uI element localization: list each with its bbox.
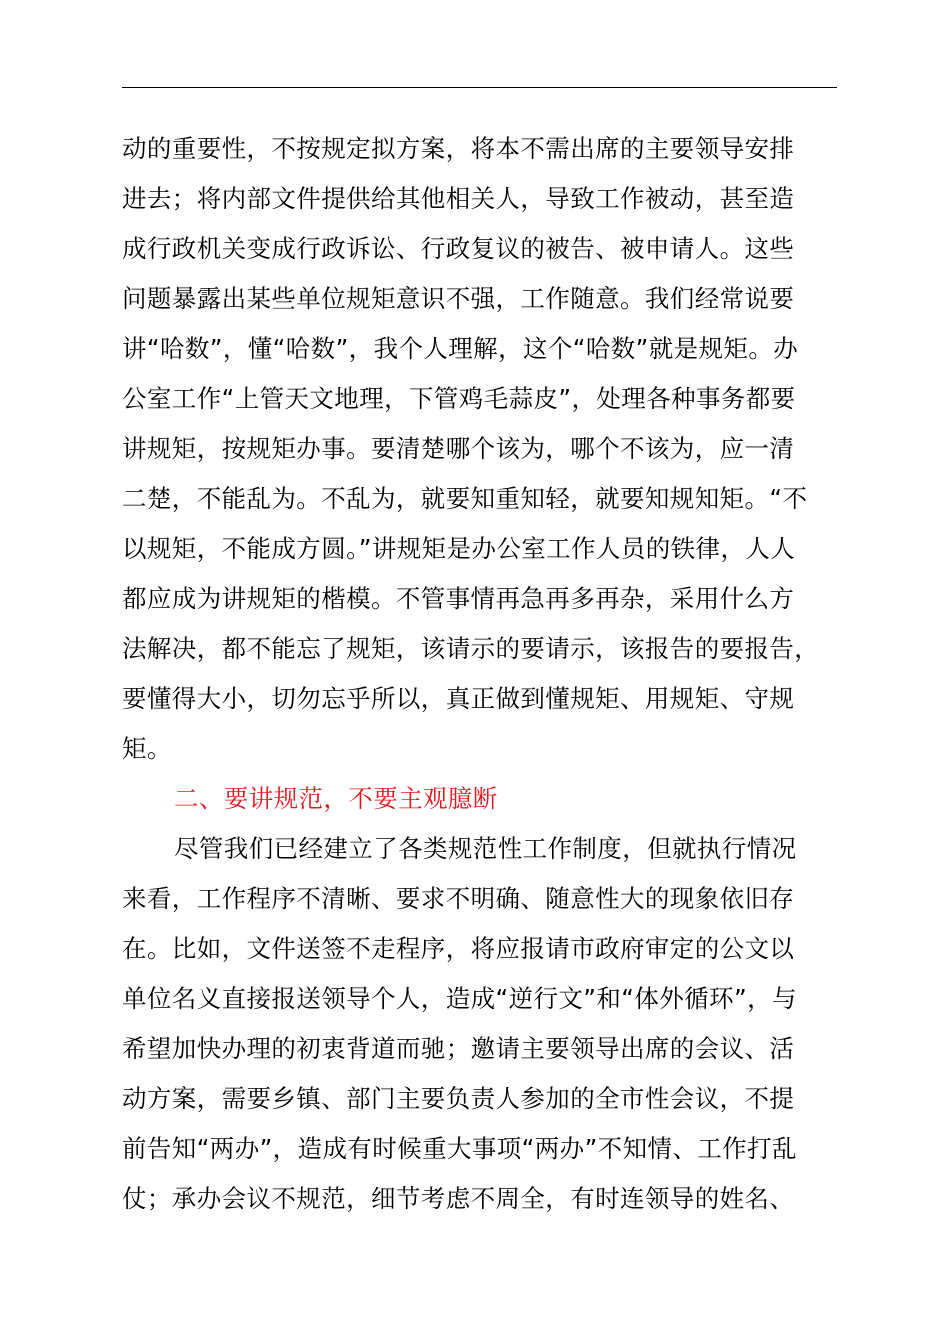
paragraph-line: 仗；承办会议不规范，细节考虑不周全，有时连领导的姓名、 (122, 1184, 795, 1213)
paragraph-2 (122, 824, 842, 1224)
paragraph-line: 前告知“两办”，造成有时候重大事项“两办”不知情、工作打乱 (122, 1134, 797, 1163)
paragraph-line: 来看，工作程序不清晰、要求不明确、随意性大的现象依旧存 (122, 884, 795, 913)
paragraph-line: 进去；将内部文件提供给其他相关人，导致工作被动，甚至造 (122, 184, 795, 213)
paragraph-line: 都应成为讲规矩的楷模。不管事情再急再多再杂，采用什么方 (122, 584, 795, 613)
paragraph-line: 希望加快办理的初衷背道而驰；邀请主要领导出席的会议、活 (122, 1034, 795, 1063)
paragraph-line: 要懂得大小，切勿忘乎所以，真正做到懂规矩、用规矩、守规 (122, 684, 795, 713)
paragraph-line: 公室工作“上管天文地理，下管鸡毛蒜皮”，处理各种事务都要 (122, 384, 796, 413)
section-heading: 二、要讲规范，不要主观臆断 (174, 784, 498, 813)
paragraph-line: 动的重要性，不按规定拟方案，将本不需出席的主要领导安排 (122, 134, 795, 163)
paragraph-line: 问题暴露出某些单位规矩意识不强，工作随意。我们经常说要 (122, 284, 795, 313)
paragraph-line: 成行政机关变成行政诉讼、行政复议的被告、被申请人。这些 (122, 234, 795, 263)
paragraph-1 (122, 124, 842, 774)
paragraph-line: 矩。 (122, 734, 172, 763)
header-rule (122, 87, 837, 88)
paragraph-line: 二楚，不能乱为。不乱为，就要知重知轻，就要知规知矩。“不 (122, 484, 808, 513)
paragraph-line: 法解决，都不能忘了规矩，该请示的要请示，该报告的要报告， (122, 634, 820, 663)
paragraph-line: 讲“哈数”，懂“哈数”，我个人理解，这个“哈数”就是规矩。办 (122, 334, 799, 363)
paragraph-line: 动方案，需要乡镇、部门主要负责人参加的全市性会议，不提 (122, 1084, 795, 1113)
paragraph-line: 以规矩，不能成方圆。”讲规矩是办公室工作人员的铁律，人人 (122, 534, 796, 563)
paragraph-line: 单位名义直接报送领导个人，造成“逆行文”和“体外循环”，与 (122, 984, 797, 1013)
document-body (122, 124, 842, 1224)
paragraph-line: 讲规矩，按规矩办事。要清楚哪个该为，哪个不该为，应一清 (122, 434, 795, 463)
paragraph-line: 尽管我们已经建立了各类规范性工作制度，但就执行情况 (174, 834, 797, 863)
paragraph-line: 在。比如，文件送签不走程序，将应报请市政府审定的公文以 (122, 934, 795, 963)
